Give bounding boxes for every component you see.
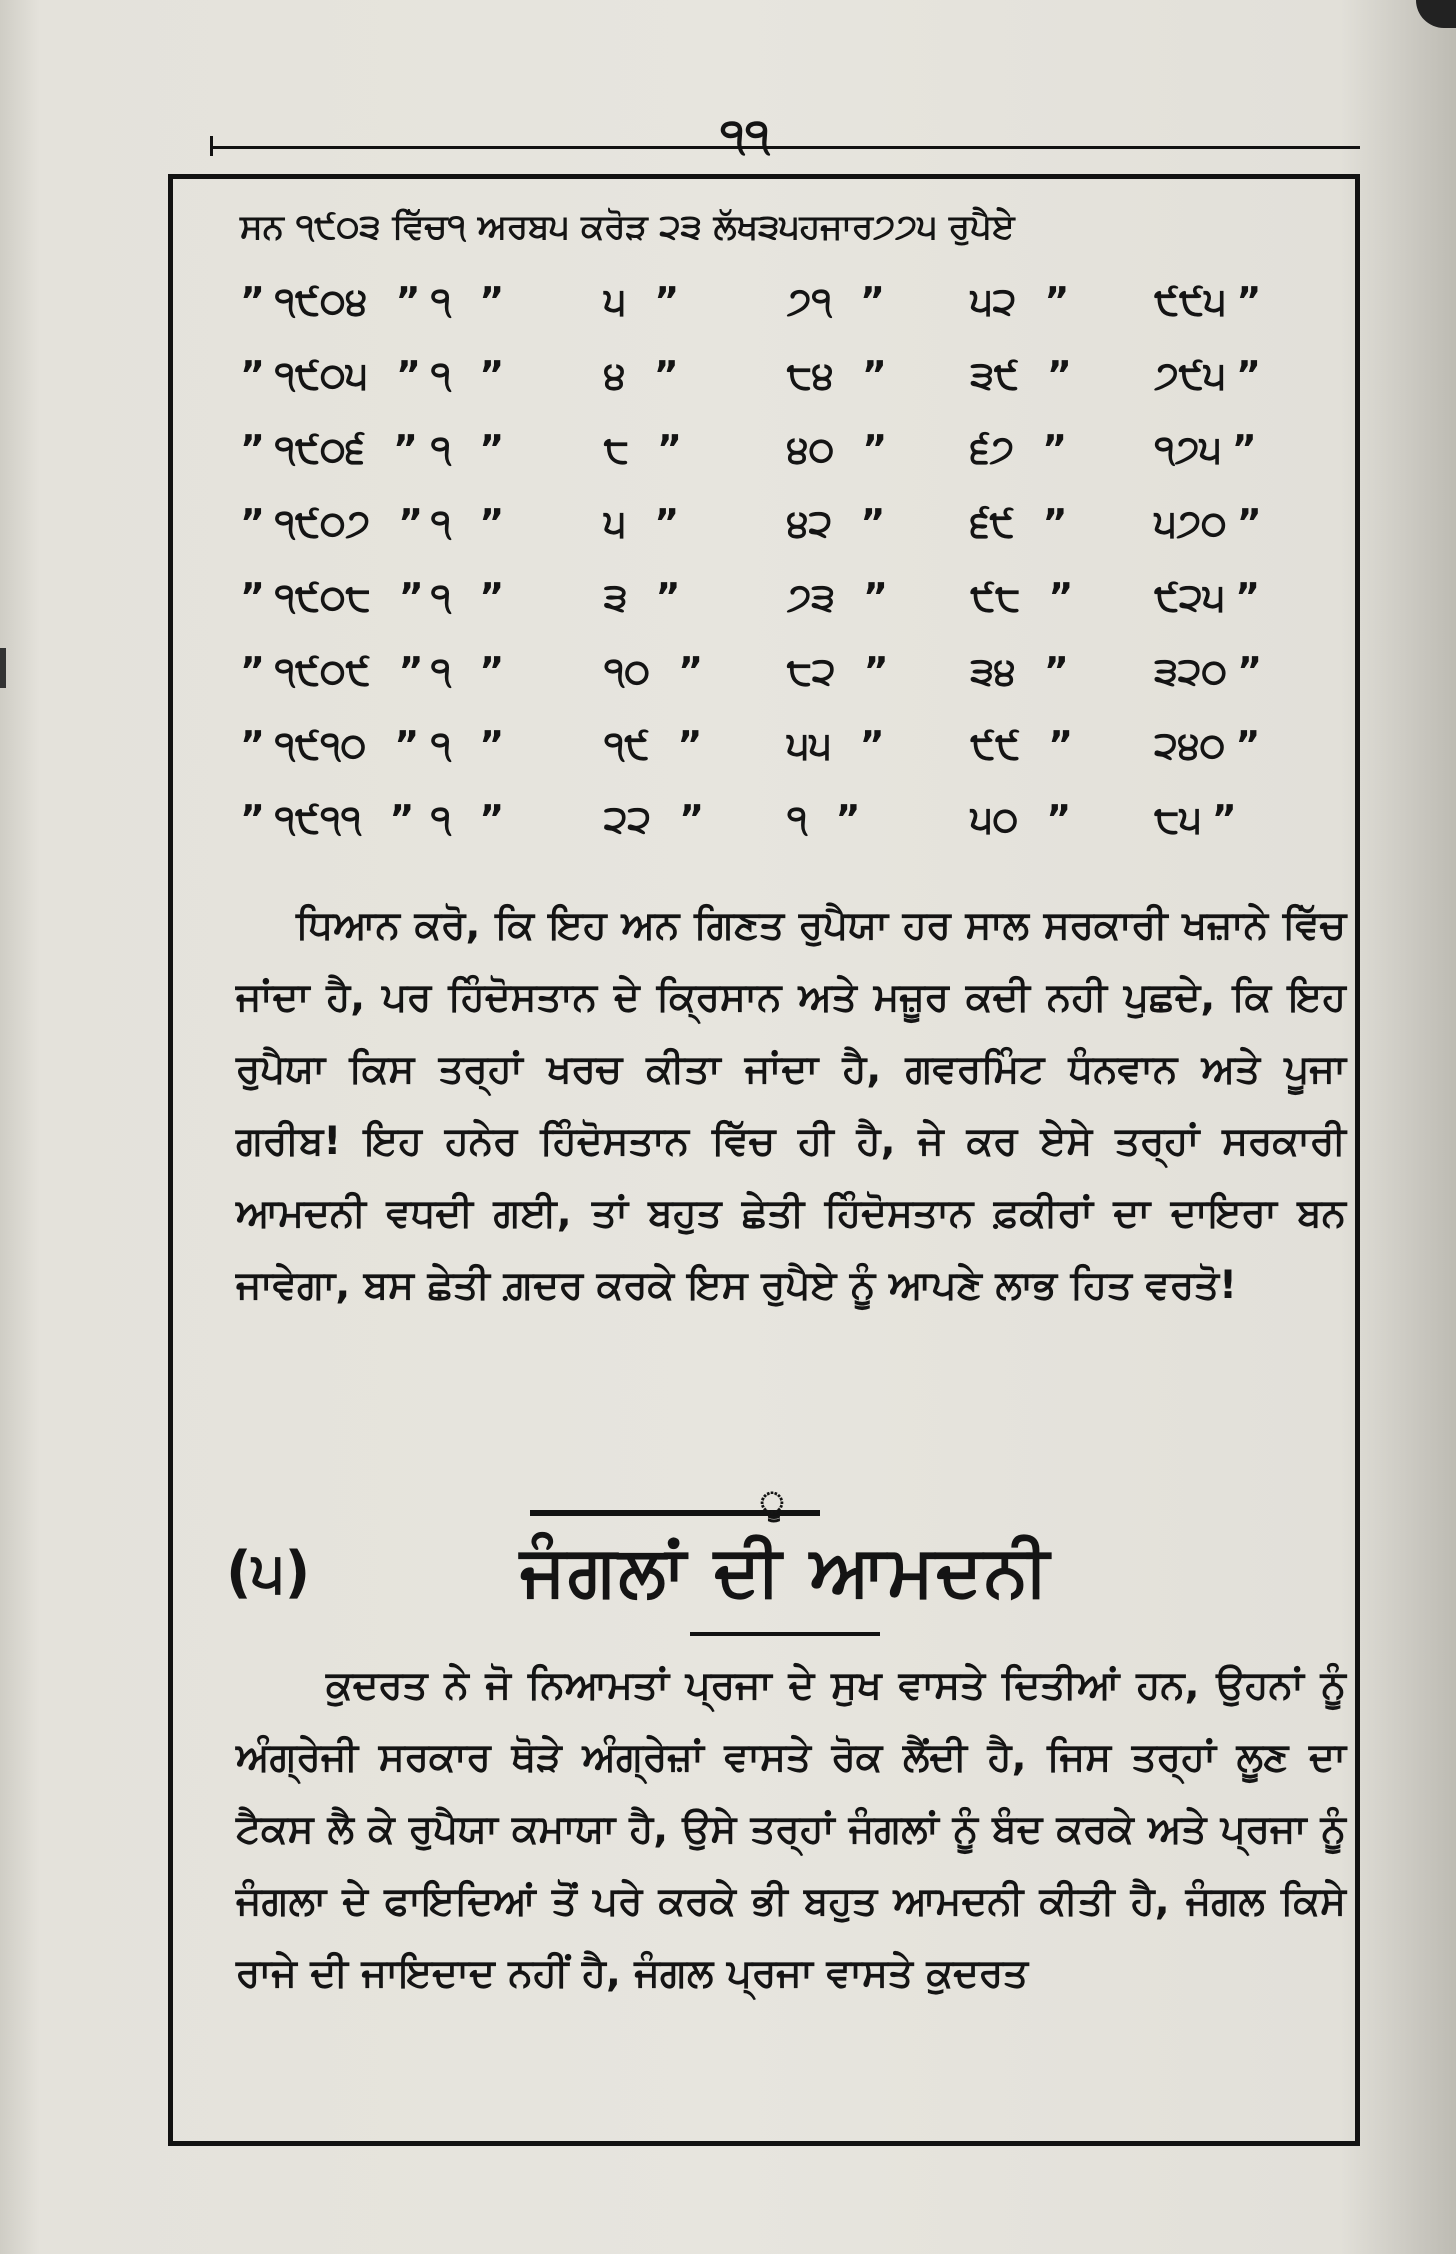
table-cell-a — [431, 634, 604, 708]
table-cell-b — [604, 634, 787, 708]
table-cell-a — [431, 486, 604, 560]
table-cell-e — [1154, 634, 1340, 708]
cell-value: ੫ — [603, 500, 627, 545]
ditto-mark: ” — [240, 723, 265, 767]
ditto-mark: ” — [396, 352, 421, 397]
cell-value: ੧੯੦੬ — [274, 426, 365, 471]
ditto-mark: ” — [395, 278, 421, 323]
ditto-mark: ” — [479, 500, 505, 545]
table-row — [240, 486, 1340, 560]
cell-value: ੪੨ — [786, 500, 833, 545]
cell-value: ੭੯੫ — [1154, 352, 1227, 397]
cell-value: ੧੯੦੫ — [274, 352, 368, 397]
table-row — [240, 634, 1340, 708]
ditto-mark: ” — [1042, 500, 1068, 545]
ditto-mark: ” — [240, 797, 265, 841]
table-cell-year — [275, 486, 431, 560]
cell-value: ੧ — [430, 352, 452, 397]
table-cell-d — [970, 412, 1154, 486]
ditto-mark: ” — [240, 575, 265, 619]
ditto-mark: ” — [240, 353, 265, 397]
ditto-mark: ” — [1046, 796, 1072, 841]
row-text: ਵਿੱਚ੧ ਅਰਬ੫ ਕਰੋੜ ੨੩ ਲੱਖ੩੫ਹਜਾਰ੭੭੫ ਰੁਪੈਏ — [392, 207, 1015, 247]
cell-value: ੧ — [430, 574, 452, 619]
cell-value: ੫੨ — [970, 278, 1017, 323]
table-cell-c — [787, 338, 970, 412]
table-cell-e — [1154, 486, 1340, 560]
cell-value: ੧੯ — [603, 722, 650, 767]
cell-value: ੩੨੦ — [1154, 648, 1228, 693]
ditto-mark: ” — [835, 796, 861, 841]
table-cell-e — [1154, 264, 1340, 338]
ditto-mark: ” — [862, 574, 888, 619]
ditto-mark: ” — [398, 648, 424, 693]
cell-value: ੮੪ — [786, 352, 834, 397]
table-cell-c — [787, 264, 970, 338]
table-cell-c — [787, 560, 970, 634]
ditto-mark: ” — [1237, 648, 1263, 693]
cell-value: ੫੫ — [786, 722, 832, 767]
table-cell-c — [787, 486, 970, 560]
table-row — [240, 412, 1340, 486]
table-row — [240, 560, 1340, 634]
ditto-mark: ” — [240, 501, 265, 545]
cell-value: ੯੯ — [970, 722, 1021, 767]
cell-value: ੫੦ — [970, 796, 1019, 841]
ditto-mark: ” — [389, 796, 415, 841]
ditto-mark: ” — [859, 722, 885, 767]
table-cell-c — [787, 634, 970, 708]
cell-value: ੩੪ — [970, 648, 1016, 693]
section-divider-bottom — [690, 1632, 880, 1636]
table-cell-a — [431, 412, 604, 486]
cell-value: ੯੯੫ — [1154, 278, 1227, 323]
binding-edge-mark — [0, 648, 6, 688]
ditto-mark: ” — [863, 648, 889, 693]
table-cell-d — [970, 264, 1154, 338]
cell-value: ੮੫ — [1154, 796, 1202, 841]
cell-value: ੮੨ — [786, 648, 836, 693]
ditto-mark: ” — [654, 500, 680, 545]
ditto-mark: ” — [479, 426, 505, 471]
table-row — [240, 190, 1340, 264]
ditto-mark: ” — [1044, 278, 1070, 323]
cell-value: ੧ — [430, 500, 452, 545]
cell-value: ੧੯੧੧ — [274, 796, 362, 841]
ditto-mark: ” — [398, 574, 424, 619]
cell-value: ੧ — [430, 722, 452, 767]
header-rule-tick — [210, 136, 213, 156]
table-row — [240, 338, 1340, 412]
table-cell-b — [604, 708, 787, 782]
cell-value: ੭੩ — [786, 574, 835, 619]
table-cell-year — [275, 264, 431, 338]
cell-value: ੨੪੦ — [1154, 722, 1226, 767]
cell-value: ੮ — [603, 426, 630, 471]
ditto-mark: ” — [1048, 574, 1074, 619]
cell-value: ੧੯੦੯ — [274, 648, 371, 693]
table-cell-d — [970, 634, 1154, 708]
section-number: (੫) — [226, 1540, 311, 1605]
ditto-mark: ” — [479, 278, 505, 323]
table-cell-c — [787, 412, 970, 486]
table-row — [240, 782, 1340, 856]
ditto-mark: ” — [1043, 648, 1069, 693]
cell-value: ੫ — [603, 278, 627, 323]
ditto-mark: ” — [1048, 722, 1074, 767]
ditto-mark: ” — [240, 279, 265, 323]
table-cell-a — [431, 264, 604, 338]
header-rule — [210, 146, 1360, 149]
first-row-cell — [240, 190, 1340, 264]
cell-value: ੧ — [430, 648, 452, 693]
ditto-mark: ” — [479, 796, 505, 841]
table-cell-a — [431, 338, 604, 412]
table-cell-e — [1154, 560, 1340, 634]
table-cell-d — [970, 338, 1154, 412]
cell-value: ੯੨੫ — [1154, 574, 1226, 619]
ditto-mark: ” — [479, 722, 505, 767]
table-body — [240, 264, 1340, 856]
table-cell-year — [275, 634, 431, 708]
cell-value: ੧੯੦੭ — [274, 500, 371, 545]
ditto-mark: ” — [398, 500, 424, 545]
ditto-mark: ” — [479, 352, 505, 397]
ditto-mark: ” — [1236, 278, 1262, 323]
table-cell-d — [970, 486, 1154, 560]
table-row — [240, 264, 1340, 338]
ditto-mark: ” — [861, 352, 887, 397]
cell-value: ੧੦ — [603, 648, 651, 693]
table-cell-c — [787, 782, 970, 856]
ditto-mark: ” — [1236, 352, 1262, 397]
table-cell-d — [970, 560, 1154, 634]
cell-value: ੧ — [430, 796, 452, 841]
cell-value: ੨੨ — [603, 796, 652, 841]
cell-value: ੪੦ — [786, 426, 835, 471]
table-cell-e — [1154, 412, 1340, 486]
table-cell-e — [1154, 782, 1340, 856]
ditto-mark: ” — [859, 278, 885, 323]
table-cell-year — [275, 338, 431, 412]
cell-value: ੩੯ — [970, 352, 1019, 397]
table-cell-year — [275, 708, 431, 782]
cell-value: ੬੯ — [970, 500, 1015, 545]
ditto-mark: ” — [1211, 796, 1237, 841]
section-title: ਜੰਗਲਾਂ ਦੀ ਆਮਦਨੀ — [520, 1530, 1052, 1612]
table-cell-a — [431, 782, 604, 856]
divider-flourish: ੂ — [760, 1486, 784, 1521]
cell-value: ੧੯੦੮ — [274, 574, 371, 619]
cell-value: ੧੭੫ — [1154, 426, 1222, 471]
ditto-mark: ” — [679, 796, 705, 841]
ditto-mark: ” — [1231, 426, 1257, 471]
table-cell-d — [970, 708, 1154, 782]
table-cell-b — [604, 264, 787, 338]
ditto-mark: ” — [657, 426, 682, 471]
cell-value: ੧੯੧੦ — [274, 722, 367, 767]
ditto-mark: ” — [240, 649, 265, 693]
table-cell-year — [275, 560, 431, 634]
cell-value: ੭੧ — [786, 278, 832, 323]
table-cell-year — [275, 412, 431, 486]
paragraph-2: ਕੁਦਰਤ ਨੇ ਜੋ ਨਿਆਮਤਾਂ ਪ੍ਰਜਾ ਦੇ ਸੁਖ ਵਾਸਤੇ ਦਿਤੀਆਂ ਹਨ, ਉਹਨਾਂ ਨੂੰ ਅੰਗ੍ਰੇਜੀ ਸਰਕਾਰ ਥੋੜੇ ਅੰਗ੍ਰੇਜ਼ਾਂ ਵਾਸਤੇ ਰੋਕ ਲੈਂਦੀ ਹੈ, ਜਿਸ ਤਰ੍ਹਾਂ ਲੂਣ ਦਾ ਟੈਕਸ ਲੈ ਕੇ ਰੁਪੈਯਾ ਕਮਾਯਾ ਹੈ, ਉਸੇ ਤਰ੍ਹਾਂ ਜੰਗਲਾਂ ਨੂੰ ਬੰਦ ਕਰਕੇ ਅਤੇ ਪ੍ਰਜਾ ਨੂੰ ਜੰਗਲਾ ਦੇ ਫਾਇਦਿਆਂ ਤੋਂ ਪਰੇ ਕਰਕੇ ਭੀ ਬਹੁਤ ਆਮਦਨੀ ਕੀਤੀ ਹੈ, ਜੰਗਲ ਕਿਸੇ ਰਾਜੇ ਦੀ ਜਾਇਦਾਦ ਨਹੀਂ ਹੈ, ਜੰਗਲ ਪ੍ਰਜਾ ਵਾਸਤੇ ਕੁਦਰਤ — [236, 1663, 1346, 1996]
cell-value: ੧ — [430, 426, 452, 471]
cell-value: ੬੭ — [970, 426, 1015, 471]
ditto-mark: ” — [860, 500, 886, 545]
ditto-mark: ” — [677, 722, 703, 767]
ditto-mark: ” — [479, 648, 505, 693]
row-label: ਸਨ — [240, 207, 284, 247]
row-year: ੧੯੦੩ — [295, 207, 381, 247]
table-cell-c — [787, 708, 970, 782]
paragraph-1: ਧਿਆਨ ਕਰੋ, ਕਿ ਇਹ ਅਨ ਗਿਣਤ ਰੁਪੈਯਾ ਹਰ ਸਾਲ ਸਰਕਾਰੀ ਖਜ਼ਾਨੇ ਵਿੱਚ ਜਾਂਦਾ ਹੈ, ਪਰ ਹਿੰਦੋਸਤਾਨ ਦੇ ਕ੍ਰਿਸਾਨ ਅਤੇ ਮਜ਼ੂਰ ਕਦੀ ਨਹੀ ਪੁਛਦੇ, ਕਿ ਇਹ ਰੁਪੈਯਾ ਕਿਸ ਤਰ੍ਹਾਂ ਖਰਚ ਕੀਤਾ ਜਾਂਦਾ ਹੈ, ਗਵਰਮਿੰਟ ਧੰਨਵਾਨ ਅਤੇ ਪੂਜਾ ਗਰੀਬ! ਇਹ ਹਨੇਰ ਹਿੰਦੋਸਤਾਨ ਵਿੱਚ ਹੀ ਹੈ, ਜੇ ਕਰ ਏਸੇ ਤਰ੍ਹਾਂ ਸਰਕਾਰੀ ਆਮਦਨੀ ਵਧਦੀ ਗਈ, ਤਾਂ ਬਹੁਤ ਛੇਤੀ ਹਿੰਦੋਸਤਾਨ ਫ਼ਕੀਰਾਂ ਦਾ ਦਾਇਰਾ ਬਨ ਜਾਵੇਗਾ, ਬਸ ਛੇਤੀ ਗ਼ਦਰ ਕਰਕੇ ਇਸ ਰੁਪੈਏ ਨੂੰ ਆਪਣੇ ਲਾਭ ਹਿਤ ਵਰਤੋ! — [236, 903, 1346, 1308]
cell-value: ੪ — [603, 352, 626, 397]
table-cell-year — [275, 782, 431, 856]
table-cell-e — [1154, 338, 1340, 412]
ditto-mark: ” — [654, 278, 680, 323]
ditto-mark: ” — [1235, 574, 1261, 619]
ditto-mark: ” — [655, 574, 681, 619]
table-cell-b — [604, 338, 787, 412]
ditto-mark: ” — [1236, 500, 1262, 545]
table-cell-b — [604, 486, 787, 560]
ditto-mark: ” — [653, 352, 679, 397]
table-cell-b — [604, 782, 787, 856]
cell-value: ੯੮ — [970, 574, 1021, 619]
table-cell-e — [1154, 708, 1340, 782]
ditto-mark: ” — [1042, 426, 1068, 471]
revenue-table — [240, 190, 1340, 856]
cell-value: ੧੯੦੪ — [274, 278, 368, 323]
cell-value: ੫੭੦ — [1154, 500, 1227, 545]
table-cell-b — [604, 412, 787, 486]
table-cell-a — [431, 708, 604, 782]
ditto-mark: ” — [240, 427, 265, 471]
ditto-mark: ” — [862, 426, 888, 471]
table-cell-b — [604, 560, 787, 634]
ditto-mark: ” — [1235, 722, 1261, 767]
page-number: ੧੧ — [720, 108, 770, 162]
cell-value: ੧ — [786, 796, 808, 841]
ditto-mark: ” — [678, 648, 704, 693]
ditto-mark: ” — [1046, 352, 1072, 397]
ditto-mark: ” — [392, 426, 418, 471]
table-cell-a — [431, 560, 604, 634]
table-cell-d — [970, 782, 1154, 856]
cell-value: ੩ — [603, 574, 628, 619]
cell-value: ੧ — [430, 278, 452, 323]
table-row — [240, 708, 1340, 782]
ditto-mark: ” — [394, 722, 420, 767]
ditto-mark: ” — [479, 574, 505, 619]
